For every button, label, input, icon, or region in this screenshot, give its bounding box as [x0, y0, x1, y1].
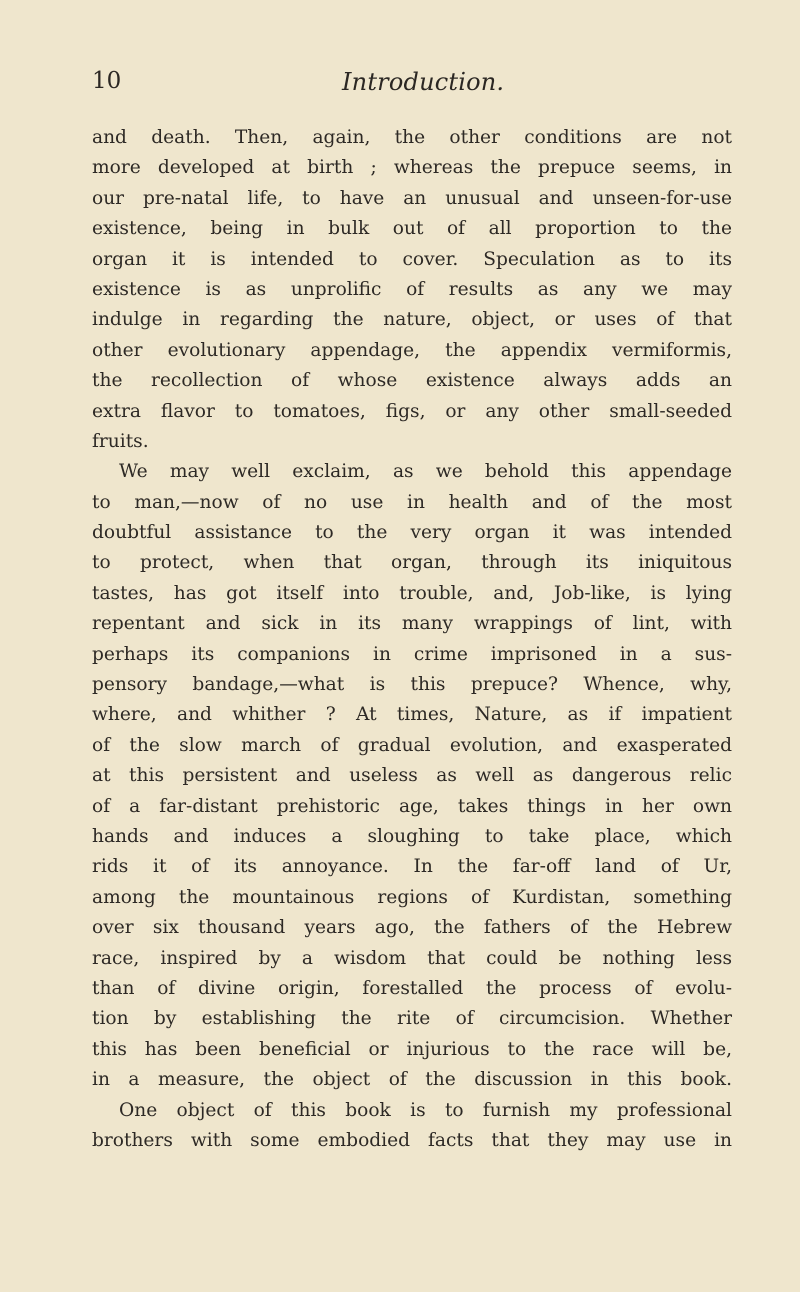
text-line: our pre-natal life, to have an unusual and unseen-for-use — [92, 187, 732, 209]
text-line: to protect, when that organ, through its iniquitous — [92, 552, 732, 574]
text-line: to man,—now of no use in health and of the most — [92, 491, 732, 513]
text-line: where, and whither ? At times, Nature, as if impatient — [92, 704, 732, 726]
text-line: of the slow march of gradual evolution, and exasperated — [92, 734, 732, 756]
text-line: perhaps its companions in crime imprisoned in a sus- — [92, 643, 732, 665]
text-line: fruits. — [92, 430, 149, 452]
page-number: 10 — [92, 68, 122, 94]
text-line: in a measure, the object of the discussion in this book. — [92, 1069, 732, 1091]
text-line: more developed at birth ; whereas the prepuce seems, in — [92, 157, 732, 179]
text-line: extra flavor to tomatoes, figs, or any other small-seeded — [92, 400, 732, 422]
text-line: than of divine origin, forestalled the process of evolu- — [92, 977, 732, 999]
text-line: this has been beneficial or injurious to the race will be, — [92, 1038, 732, 1060]
text-line: indulge in regarding the nature, object, or uses of that — [92, 309, 732, 331]
text-line: brothers with some embodied facts that they may use in — [92, 1129, 732, 1151]
paragraph-first-line: One object of this book is to furnish my professional — [119, 1099, 732, 1121]
text-line: doubtful assistance to the very organ it was intended — [92, 522, 732, 544]
text-line: other evolutionary appendage, the appendix vermiformis, — [92, 339, 732, 361]
text-line: tastes, has got itself into trouble, and, Job-like, is lying — [92, 582, 732, 604]
body-text — [92, 123, 732, 1156]
text-line: existence, being in bulk out of all proportion to the — [92, 218, 732, 240]
text-line: over six thousand years ago, the fathers of the Hebrew — [92, 917, 732, 939]
running-head — [92, 68, 732, 108]
text-line: among the mountainous regions of Kurdistan, something — [92, 886, 732, 908]
text-line: rids it of its annoyance. In the far-off land of Ur, — [92, 856, 732, 878]
text-line: of a far-distant prehistoric age, takes things in her own — [92, 795, 732, 817]
text-line: existence is as unprolific of results as any we may — [92, 278, 732, 300]
text-line: hands and induces a sloughing to take place, which — [92, 825, 732, 847]
text-line: tion by establishing the rite of circumcision. Whether — [92, 1008, 732, 1030]
text-line: the recollection of whose existence always adds an — [92, 370, 732, 392]
text-line: organ it is intended to cover. Speculation as to its — [92, 248, 732, 270]
paragraph-first-line: We may well exclaim, as we behold this appendage — [119, 461, 732, 483]
text-line: at this persistent and useless as well as dangerous relic — [92, 765, 732, 787]
text-line: pensory bandage,—what is this prepuce? Whence, why, — [92, 674, 732, 696]
running-title: Introduction. — [342, 68, 505, 96]
text-line: repentant and sick in its many wrappings of lint, with — [92, 613, 732, 635]
text-line: race, inspired by a wisdom that could be nothing less — [92, 947, 732, 969]
text-line: and death. Then, again, the other conditions are not — [92, 127, 732, 148]
